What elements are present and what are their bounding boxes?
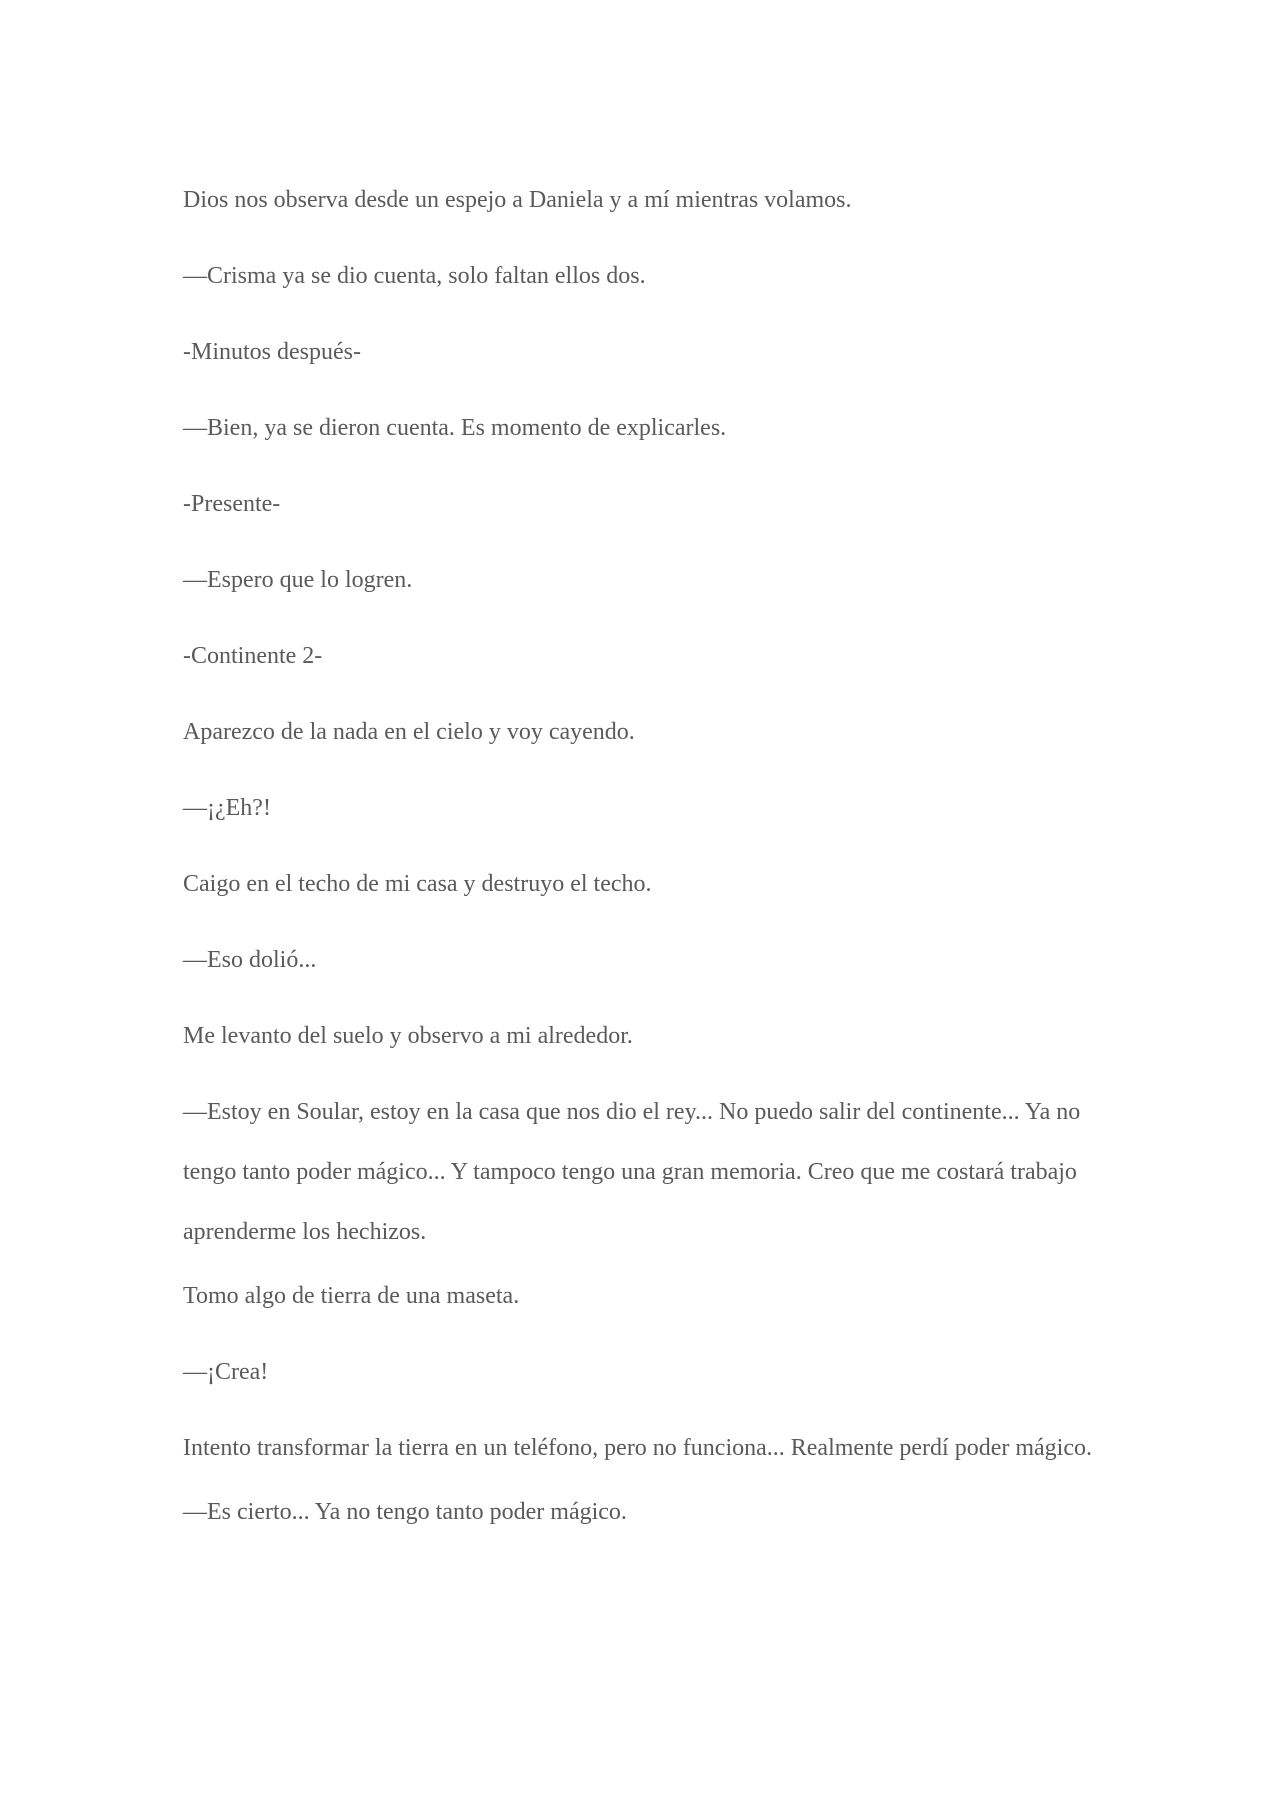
paragraph: -Minutos después- — [183, 339, 361, 365]
paragraph: —Estoy en Soular, estoy en la casa que nos dio el rey... No puedo salir del continente... Ya no tengo tanto poder mágico... Y tampoco tengo una gran memoria. Creo que me costará trabajo aprenderme los hechizos. — [183, 1099, 1081, 1245]
paragraph: —Espero que lo logren. — [183, 567, 413, 593]
paragraph: Caigo en el techo de mi casa y destruyo el techo. — [183, 871, 652, 897]
paragraph: Dios nos observa desde un espejo a Daniela y a mí mientras volamos. — [183, 187, 852, 213]
paragraph: —Crisma ya se dio cuenta, solo faltan ellos dos. — [183, 263, 646, 289]
document-body — [183, 182, 1103, 1570]
paragraph: Tomo algo de tierra de una maseta. — [183, 1283, 520, 1309]
paragraph: Intento transformar la tierra en un teléfono, pero no funciona... Realmente perdí poder mágico. — [183, 1435, 1092, 1461]
paragraph: Me levanto del suelo y observo a mi alrededor. — [183, 1023, 633, 1049]
paragraph: —Es cierto... Ya no tengo tanto poder mágico. — [183, 1499, 627, 1525]
paragraph: —¡Crea! — [183, 1359, 269, 1385]
paragraph: -Presente- — [183, 491, 281, 517]
paragraph: —Bien, ya se dieron cuenta. Es momento de explicarles. — [183, 415, 727, 441]
paragraph: Aparezco de la nada en el cielo y voy cayendo. — [183, 719, 635, 745]
paragraph: -Continente 2- — [183, 643, 323, 669]
paragraph: —Eso dolió... — [183, 947, 317, 973]
paragraph: —¡¿Eh?! — [183, 795, 271, 821]
